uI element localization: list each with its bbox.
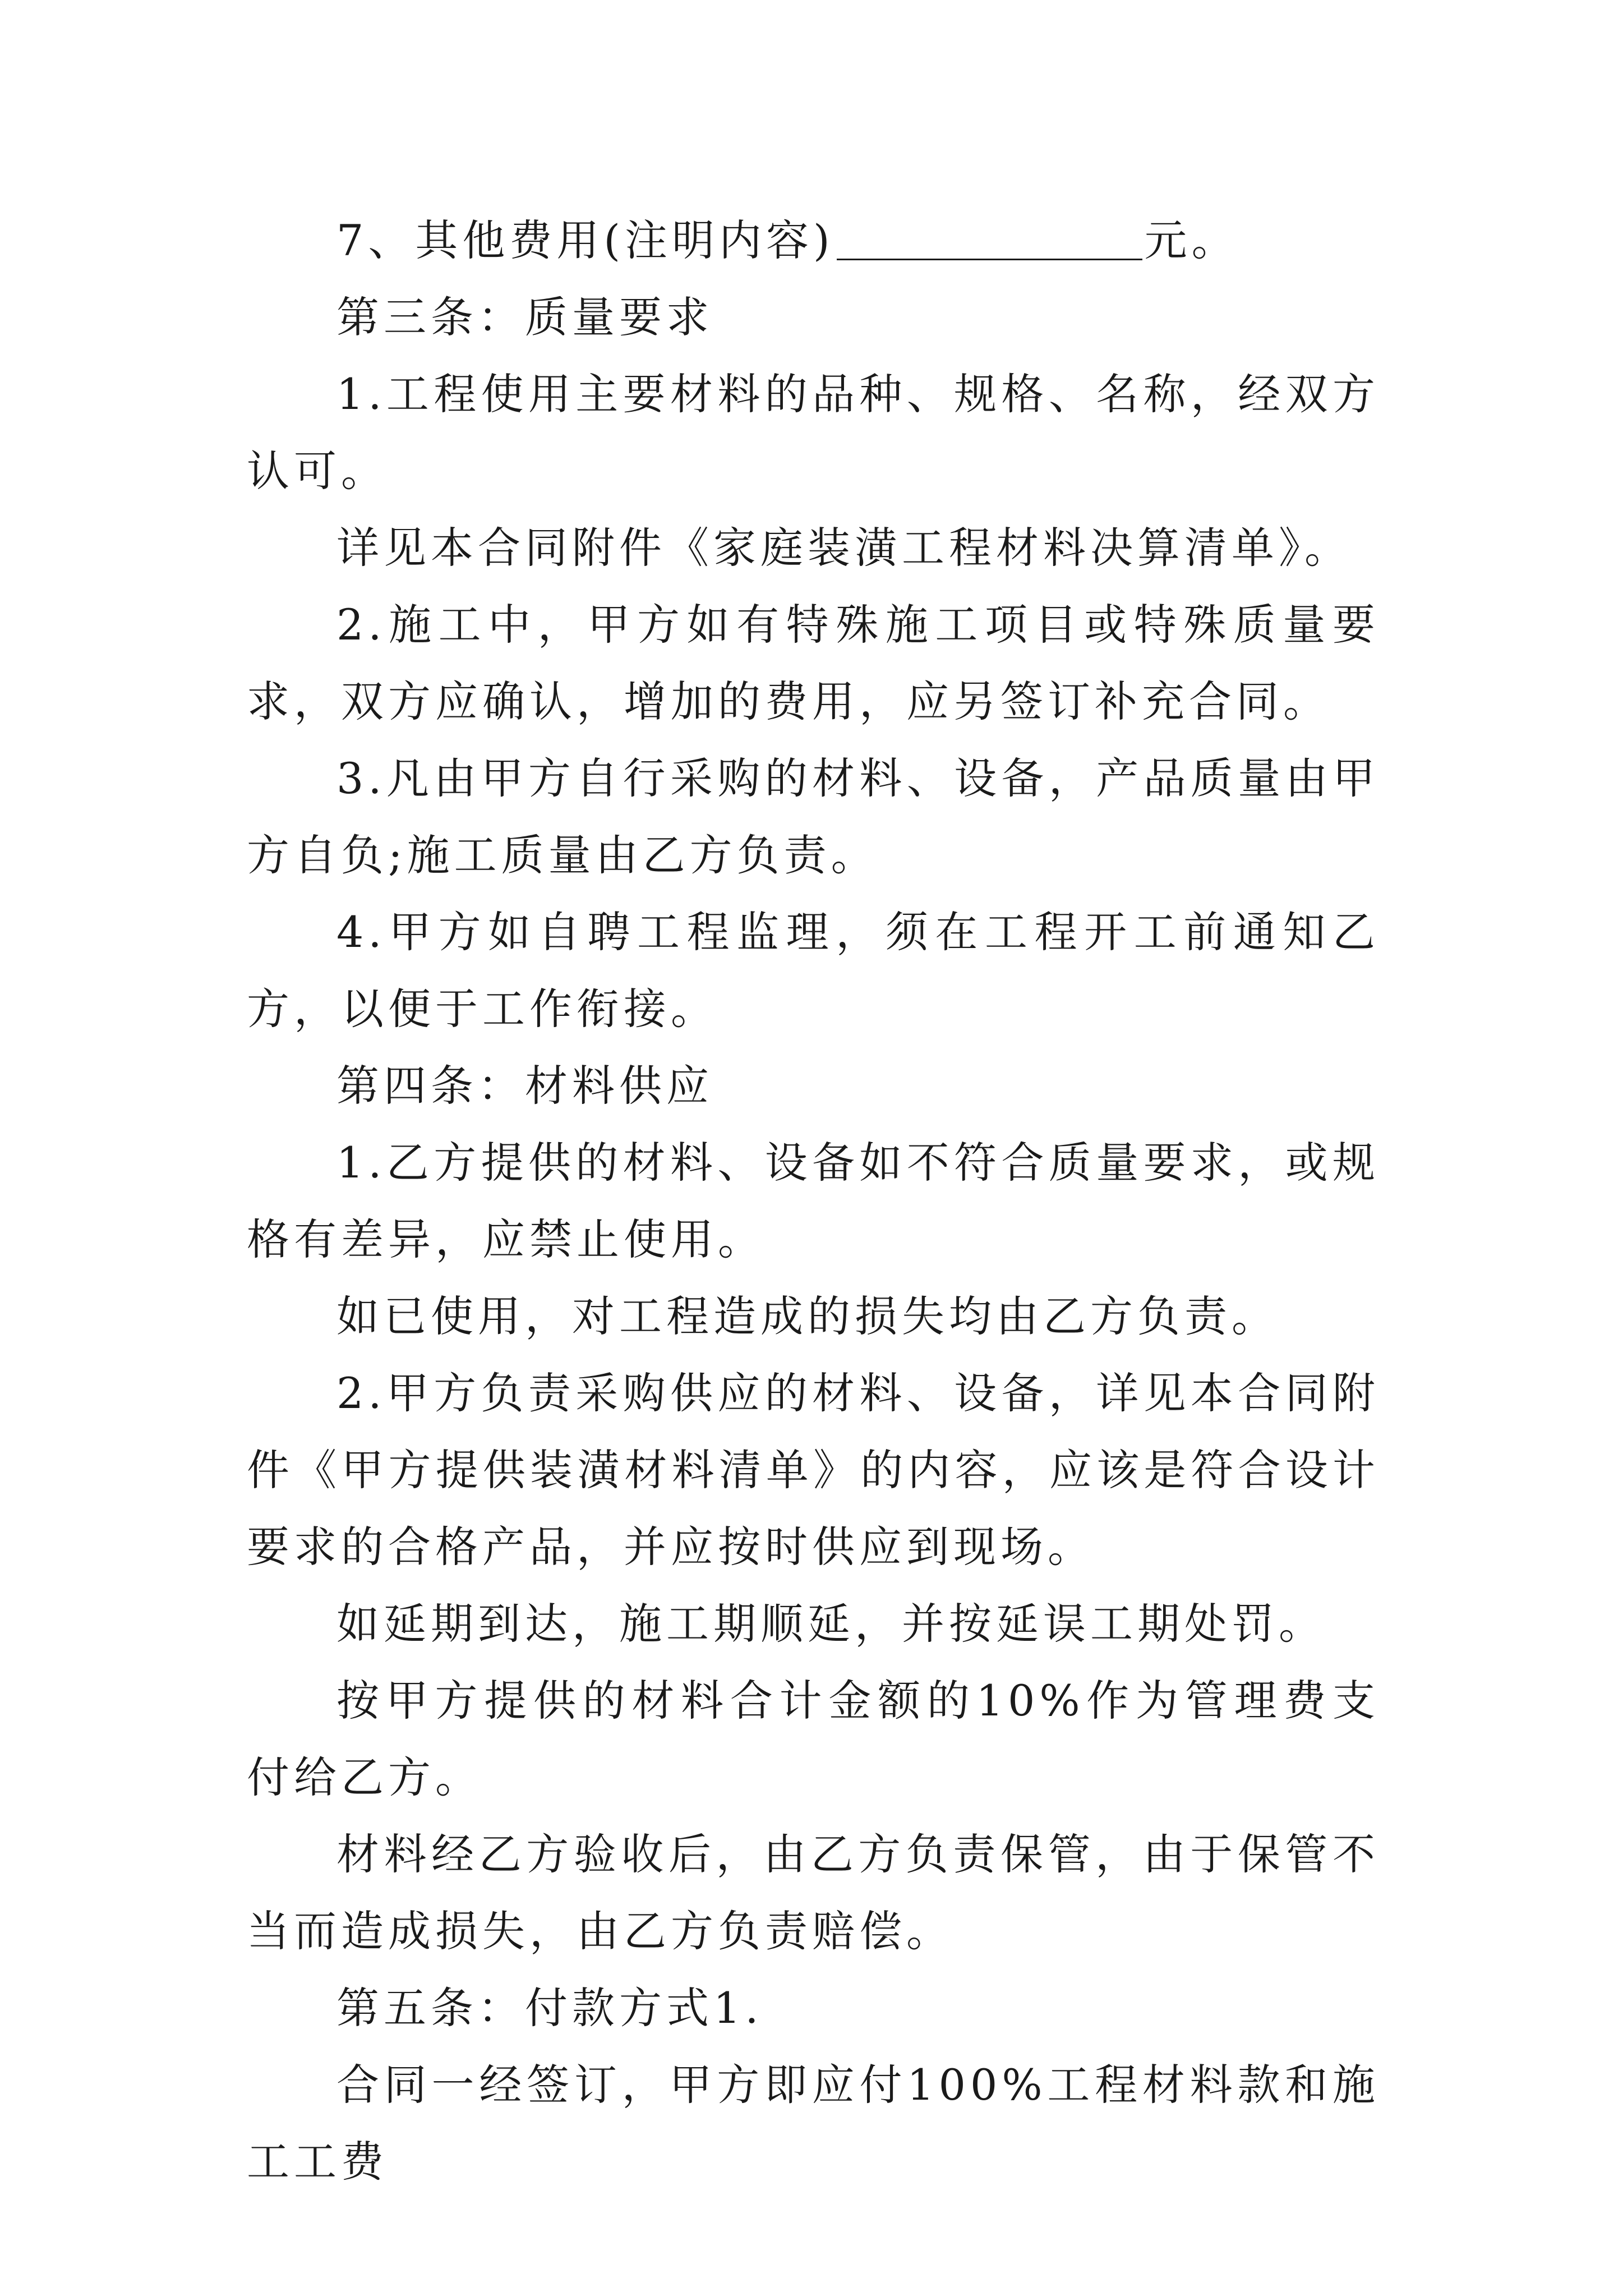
paragraph: 合同一经签订，甲方即应付100%工程材料款和施工工费 <box>247 2060 1380 2187</box>
paragraph-text-suffix: 元。 <box>1144 215 1239 265</box>
paragraph: 1.乙方提供的材料、设备如不符合质量要求，或规格有差异，应禁止使用。 <box>247 1138 1380 1264</box>
paragraph-other-fees <box>247 202 1380 279</box>
paragraph: 2.施工中，甲方如有特殊施工项目或特殊质量要求，双方应确认，增加的费用，应另签订补充合同。 <box>247 600 1380 726</box>
paragraph: 4.甲方如自聘工程监理，须在工程开工前通知乙方，以便于工作衔接。 <box>247 907 1380 1034</box>
paragraph-text: 7、其他费用(注明内容) <box>336 215 834 265</box>
paragraph: 按甲方提供的材料合计金额的10%作为管理费支付给乙方。 <box>247 1676 1380 1802</box>
document-body <box>247 202 1380 2200</box>
paragraph: 如已使用，对工程造成的损失均由乙方负责。 <box>336 1291 1279 1341</box>
paragraph: 1.工程使用主要材料的品种、规格、名称，经双方认可。 <box>247 369 1380 496</box>
paragraph: 材料经乙方验收后，由乙方负责保管，由于保管不当而造成损失，由乙方负责赔偿。 <box>247 1829 1380 1956</box>
paragraph: 详见本合同附件《家庭装潢工程材料决算清单》。 <box>336 523 1352 573</box>
paragraph: 2.甲方负责采购供应的材料、设备，详见本合同附件《甲方提供装潢材料清单》的内容，应该是符合设计要求的合格产品，并应按时供应到现场。 <box>247 1368 1380 1572</box>
paragraph: 3.凡由甲方自行采购的材料、设备，产品质量由甲方自负;施工质量由乙方负责。 <box>247 753 1380 880</box>
paragraph: 如延期到达，施工期顺延，并按延误工期处罚。 <box>336 1599 1326 1649</box>
section-heading-quality: 第三条：质量要求 <box>336 292 713 342</box>
section-heading-materials: 第四条：材料供应 <box>336 1061 713 1111</box>
fill-in-blank <box>837 220 1142 260</box>
section-heading-payment: 第五条：付款方式1. <box>336 1983 763 2033</box>
